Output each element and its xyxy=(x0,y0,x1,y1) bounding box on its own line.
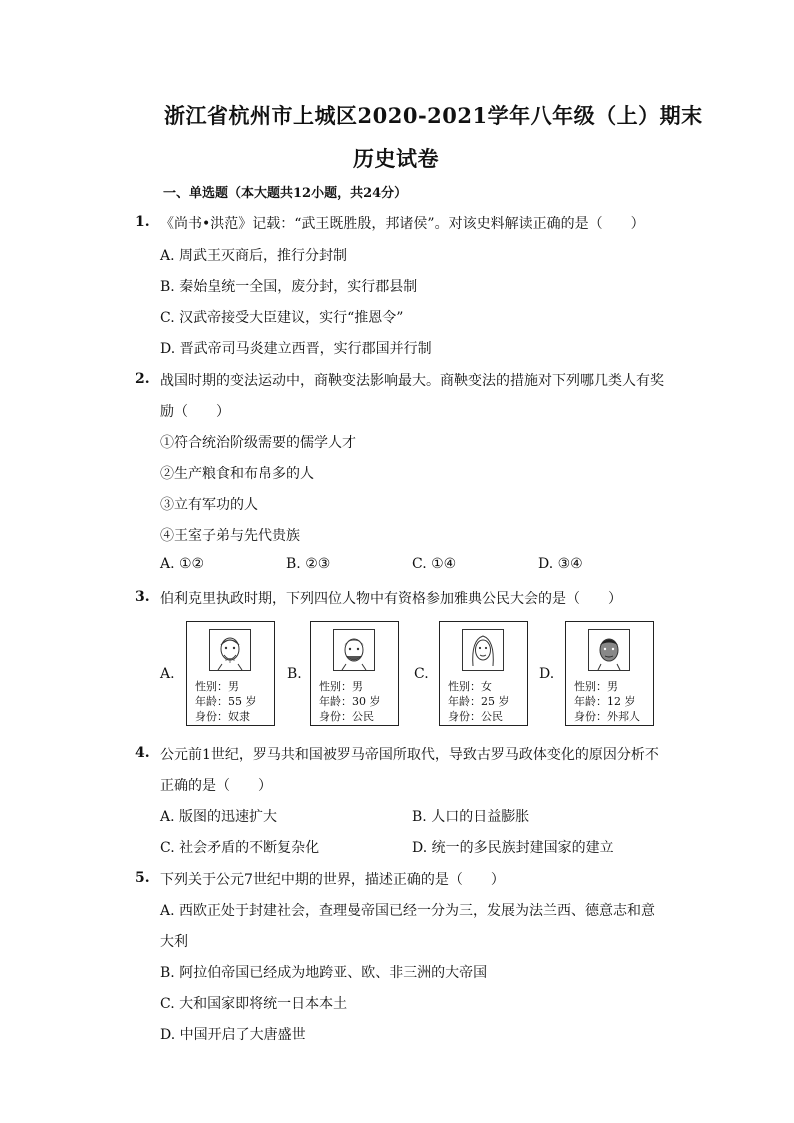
q3-card-c-gender: 性别：女 xyxy=(448,680,492,693)
elderly-man-portrait-icon xyxy=(209,629,251,671)
q1-option-c[interactable]: C. 汉武帝接受大臣建议，实行“推恩令” xyxy=(160,310,404,326)
title-line-2: 历史试卷 xyxy=(353,146,439,171)
q3-card-d-gender: 性别：男 xyxy=(574,680,618,693)
q3-number: 3. xyxy=(135,589,150,605)
boy-portrait-icon xyxy=(588,629,630,671)
q5-option-b[interactable]: B. 阿拉伯帝国已经成为地跨亚、欧、非三洲的大帝国 xyxy=(160,965,488,981)
q3-option-d-letter[interactable]: D. xyxy=(539,666,555,682)
q4-option-c[interactable]: C. 社会矛盾的不断复杂化 xyxy=(160,840,320,856)
q4-option-a[interactable]: A. 版图的迅速扩大 xyxy=(160,809,278,825)
q3-card-d[interactable] xyxy=(565,621,654,726)
q1-number: 1. xyxy=(135,214,150,230)
q2-number: 2. xyxy=(135,371,150,387)
q3-card-c[interactable] xyxy=(439,621,528,726)
q3-card-c-identity: 身份：公民 xyxy=(448,710,503,723)
q2-option-c[interactable]: C. ①④ xyxy=(412,556,457,572)
q3-option-c-letter[interactable]: C. xyxy=(414,666,429,682)
q2-option-b[interactable]: B. ②③ xyxy=(286,556,331,572)
q4-option-b[interactable]: B. 人口的日益膨胀 xyxy=(412,809,530,825)
q1-stem: 《尚书•洪范》记载：“武王既胜殷，邦诸侯”。对该史料解读正确的是（ ） xyxy=(160,216,645,232)
q3-card-a-identity: 身份：奴隶 xyxy=(195,710,250,723)
q2-item-1: ①符合统治阶级需要的儒学人才 xyxy=(160,435,356,451)
q3-option-b-letter[interactable]: B. xyxy=(287,666,302,682)
section-heading: 一、单选题（本大题共12小题，共24分） xyxy=(163,186,408,201)
woman-portrait-icon xyxy=(462,629,504,671)
q3-card-d-identity: 身份：外邦人 xyxy=(574,710,640,723)
q5-option-c[interactable]: C. 大和国家即将统一日本本土 xyxy=(160,996,348,1012)
young-man-portrait-icon xyxy=(333,629,375,671)
q5-stem: 下列关于公元7世纪中期的世界，描述正确的是（ ） xyxy=(160,872,505,888)
q1-option-b[interactable]: B. 秦始皇统一全国，废分封，实行郡县制 xyxy=(160,279,418,295)
q1-option-d[interactable]: D. 晋武帝司马炎建立西晋，实行郡国并行制 xyxy=(160,341,432,357)
q3-card-b[interactable] xyxy=(310,621,399,726)
q2-stem-line1: 战国时期的变法运动中，商鞅变法影响最大。商鞅变法的措施对下列哪几类人有奖 xyxy=(160,373,664,389)
q5-option-a-line1[interactable]: A. 西欧正处于封建社会，查理曼帝国已经一分为三，发展为法兰西、德意志和意 xyxy=(160,903,656,919)
q3-card-b-age: 年龄：30 岁 xyxy=(319,695,381,708)
q3-stem: 伯利克里执政时期，下列四位人物中有资格参加雅典公民大会的是（ ） xyxy=(160,591,622,607)
q4-number: 4. xyxy=(135,745,150,761)
q1-option-a[interactable]: A. 周武王灭商后，推行分封制 xyxy=(160,248,348,264)
q2-option-a[interactable]: A. ①② xyxy=(160,556,205,572)
q2-item-3: ③立有军功的人 xyxy=(160,497,258,513)
q2-item-2: ②生产粮食和布帛多的人 xyxy=(160,466,314,482)
title-line-1: 浙江省杭州市上城区2020-2021学年八年级（上）期末 xyxy=(164,103,703,128)
q3-card-a-gender: 性别：男 xyxy=(195,680,239,693)
q2-item-4: ④王室子弟与先代贵族 xyxy=(160,528,300,544)
q4-stem-line1: 公元前1世纪，罗马共和国被罗马帝国所取代，导致古罗马政体变化的原因分析不 xyxy=(160,747,659,763)
q3-option-a-letter[interactable]: A. xyxy=(160,666,175,682)
q4-option-d[interactable]: D. 统一的多民族封建国家的建立 xyxy=(412,840,614,856)
q3-card-d-age: 年龄：12 岁 xyxy=(574,695,636,708)
q5-option-a-line2[interactable]: 大利 xyxy=(160,934,188,950)
q3-card-b-identity: 身份：公民 xyxy=(319,710,374,723)
q5-number: 5. xyxy=(135,870,150,886)
q3-card-a[interactable] xyxy=(186,621,275,726)
q3-card-b-gender: 性别：男 xyxy=(319,680,363,693)
q2-option-d[interactable]: D. ③④ xyxy=(538,556,583,572)
q4-stem-line2: 正确的是（ ） xyxy=(160,778,272,794)
q5-option-d[interactable]: D. 中国开启了大唐盛世 xyxy=(160,1027,306,1043)
q3-card-c-age: 年龄：25 岁 xyxy=(448,695,510,708)
q2-stem-line2: 励（ ） xyxy=(160,404,230,420)
q3-card-a-age: 年龄：55 岁 xyxy=(195,695,257,708)
